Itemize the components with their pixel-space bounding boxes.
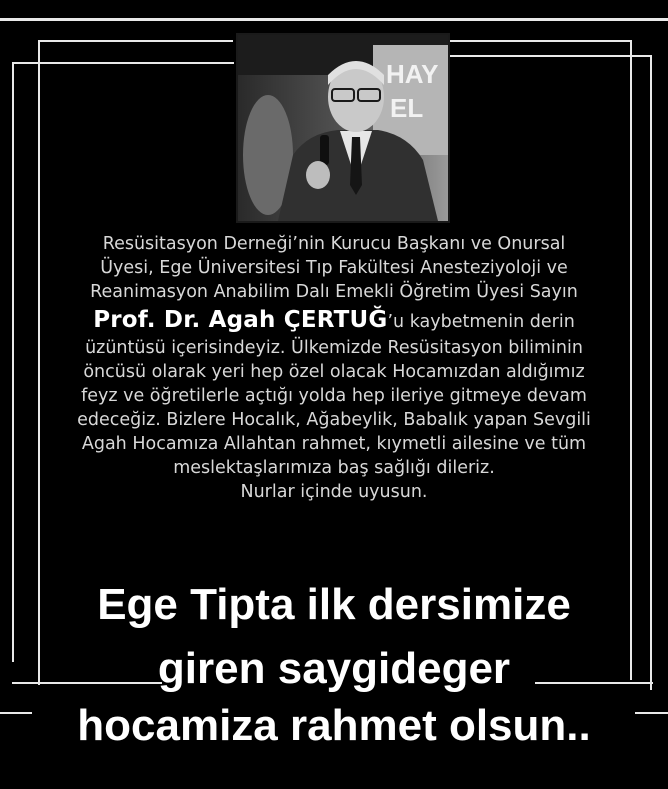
top-border-line	[0, 18, 668, 21]
overlay-caption-line: hocamiza rahmet olsun..	[77, 701, 591, 750]
announcement-line: Agah Hocamıza Allahtan rahmet, kıymetli ailesine ve tüm	[81, 434, 587, 454]
overlay-caption-line: giren saygideger	[157, 644, 511, 693]
announcement-line: Üyesi, Ege Üniversitesi Tıp Fakültesi Anesteziyoloji ve	[100, 258, 568, 278]
portrait-illustration	[238, 35, 448, 221]
announcement-text	[40, 232, 628, 504]
svg-text:EL: EL	[390, 93, 424, 123]
background-sign-text: HAY	[386, 59, 439, 89]
announcement-line: öncüsü olarak yeri hep özel olacak Hocamızdan aldığımız	[83, 362, 585, 382]
frame-left-line-2	[12, 62, 14, 662]
overlay-caption-line: Ege Tipta ilk dersimize	[97, 580, 571, 629]
frame-top-line-2	[12, 62, 234, 64]
announcement-line: Resüsitasyon Derneği’nin Kurucu Başkanı ve Onursal	[102, 234, 566, 254]
announcement-name-line	[40, 308, 628, 334]
announcement-line: Reanimasyon Anabilim Dalı Emekli Öğretim Üyesi Sayın	[90, 282, 578, 302]
frame-top-line-right	[450, 40, 630, 42]
deceased-name: Prof. Dr. Agah ÇERTUĞ	[93, 307, 388, 333]
announcement-line: feyz ve öğretilerle açtığı yolda hep ileriye gitmeye devam	[81, 386, 587, 406]
announcement-line: Nurlar içinde uyusun.	[240, 482, 428, 502]
announcement-line: ’u kaybetmenin derin	[387, 312, 575, 332]
announcement-line: meslektaşlarımıza baş sağlığı dileriz.	[173, 458, 495, 478]
frame-top-line	[38, 40, 233, 42]
announcement-line: edeceğiz. Bizlere Hocalık, Ağabeylik, Babalık yapan Sevgili	[77, 410, 591, 430]
announcement-line: üzüntüsü içerisindeyiz. Ülkemizde Resüsitasyon biliminin	[85, 338, 583, 358]
portrait-photo	[236, 33, 450, 223]
frame-top-line-2-right	[450, 55, 650, 57]
